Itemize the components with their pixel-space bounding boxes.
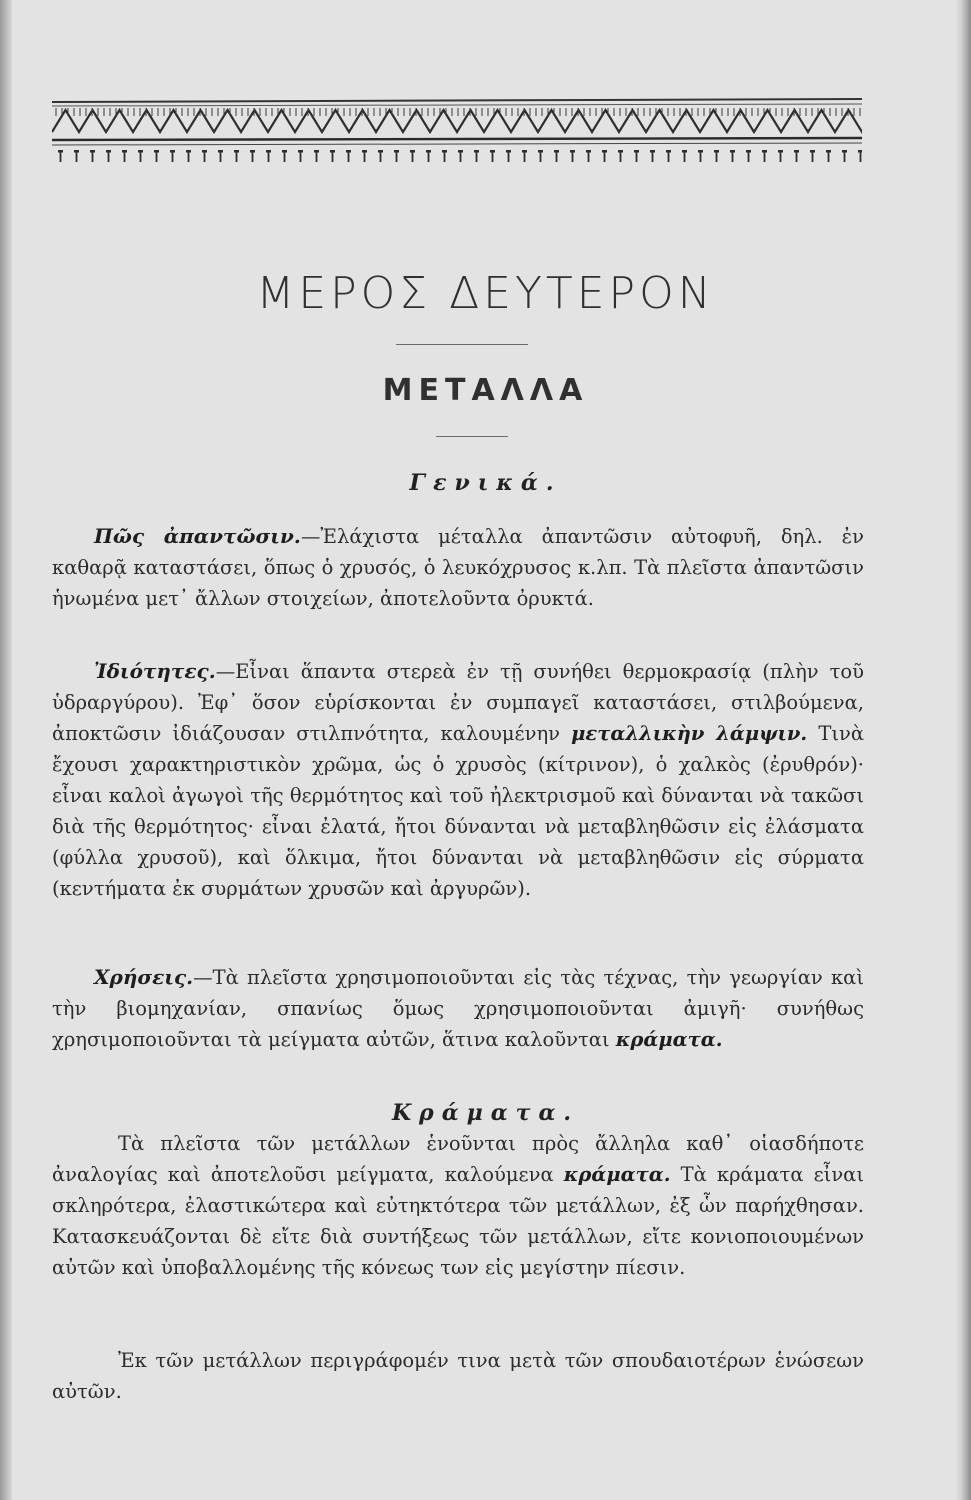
paragraph-properties xyxy=(52,656,864,904)
paragraph-lead: Ἰδιότητες. xyxy=(94,659,216,683)
emphasized-term: μεταλλικὴν λάμψιν. xyxy=(571,722,808,745)
paragraph-closing xyxy=(52,1345,864,1407)
paragraph-occurrence xyxy=(52,521,864,614)
paragraph-text: —Ἐλάχιστα μέταλλα ἀπαντῶσιν αὐτοφυῆ, δηλ. ἐν καθαρᾷ καταστάσει, ὅπως ὁ χρυσός, ὁ λευκόχρυσος κ.λπ. Τὰ πλεῖστα ἀπαντῶσιν ἡνωμένα μετ᾽ ἄλλων στοιχείων, ἀποτελοῦντα ὀρυκτά. xyxy=(52,525,864,610)
page-edge-right xyxy=(955,0,971,1500)
section-heading-general: Γενικά. xyxy=(409,470,562,496)
paragraph-lead: Πῶς ἀπαντῶσιν. xyxy=(94,524,301,548)
paragraph-text: —Εἶναι ἅπαντα στερεὰ ἐν τῇ συνήθει θερμοκρασίᾳ (πλὴν τοῦ ὑδραργύρου). Ἐφ᾽ ὅσον εὑρίσκονται ἐν συμπαγεῖ καταστάσει, στιλβούμενα, ἀποκτῶσιν ἰδιάζουσαν στιλπνότητα, καλουμένην xyxy=(52,660,864,745)
paragraph-text: —Τὰ πλεῖστα χρησιμοποιοῦνται εἰς τὰς τέχνας, τὴν γεωργίαν καὶ τὴν βιομηχανίαν, σπανίως ὅμως χρησιμοποιοῦνται ἀμιγῆ· συνήθως χρησιμοποιοῦνται τὰ μείγματα αὐτῶν, ἅτινα καλοῦνται xyxy=(52,966,864,1051)
paragraph-uses xyxy=(52,962,864,1055)
paragraph-text: Τινὰ ἔχουσι χαρακτηριστικὸν χρῶμα, ὡς ὁ χρυσὸς (κίτρινον), ὁ χαλκὸς (ἐρυθρόν)· εἶναι καλοὶ ἀγωγοὶ τῆς θερμότητος καὶ τοῦ ἠλεκτρισμοῦ καὶ δύνανται νὰ τακῶσι διὰ τῆς θερμότητος· εἶναι ἐλατά, ἤτοι δύνανται νὰ μεταβληθῶσιν εἰς ἐλάσματα (φύλλα χρυσοῦ), καὶ ὅλκιμα, ἤτοι δύνανται νὰ μεταβληθῶσιν εἰς σύρματα (κεντήματα ἐκ συρμάτων χρυσῶν καὶ ἀργυρῶν). xyxy=(52,722,864,900)
section-heading-alloys: Κράματα. xyxy=(391,1100,580,1126)
emphasized-term: κράματα. xyxy=(615,1028,723,1051)
page-edge-left xyxy=(0,0,12,1500)
title-divider xyxy=(396,344,528,345)
emphasized-term: κράματα. xyxy=(563,1163,671,1186)
chapter-divider xyxy=(436,436,508,437)
part-title: ΜΕΡΟΣ ΔΕΥΤΕΡΟΝ xyxy=(256,268,715,319)
decorative-header-border xyxy=(52,96,862,176)
paragraph-alloys xyxy=(52,1128,864,1283)
paragraph-text: Ἐκ τῶν μετάλλων περιγράφομέν τινα μετὰ τῶν σπουδαιοτέρων ἑνώσεων αὐτῶν. xyxy=(52,1349,864,1403)
paragraph-text: Τὰ κράματα εἶναι σκληρότερα, ἐλαστικώτερα καὶ εὐτηκτότερα τῶν μετάλλων, ἐξ ὧν παρήχθησαν. Κατασκευάζονται δὲ εἴτε διὰ συντήξεως τῶν μετάλλων, εἴτε κονιοποιουμένων αὐτῶν καὶ ὑποβαλλομένης τῆς κόνεως των εἰς μεγίστην πίεσιν. xyxy=(52,1163,864,1279)
chapter-title: ΜΕΤΑΛΛΑ xyxy=(382,373,589,408)
paragraph-lead: Χρήσεις. xyxy=(94,965,194,989)
paragraph-text: Τὰ πλεῖστα τῶν μετάλλων ἑνοῦνται πρὸς ἄλληλα καθ᾽ οἱασδήποτε ἀναλογίας καὶ ἀποτελοῦσι μείγματα, καλούμενα xyxy=(52,1132,864,1186)
